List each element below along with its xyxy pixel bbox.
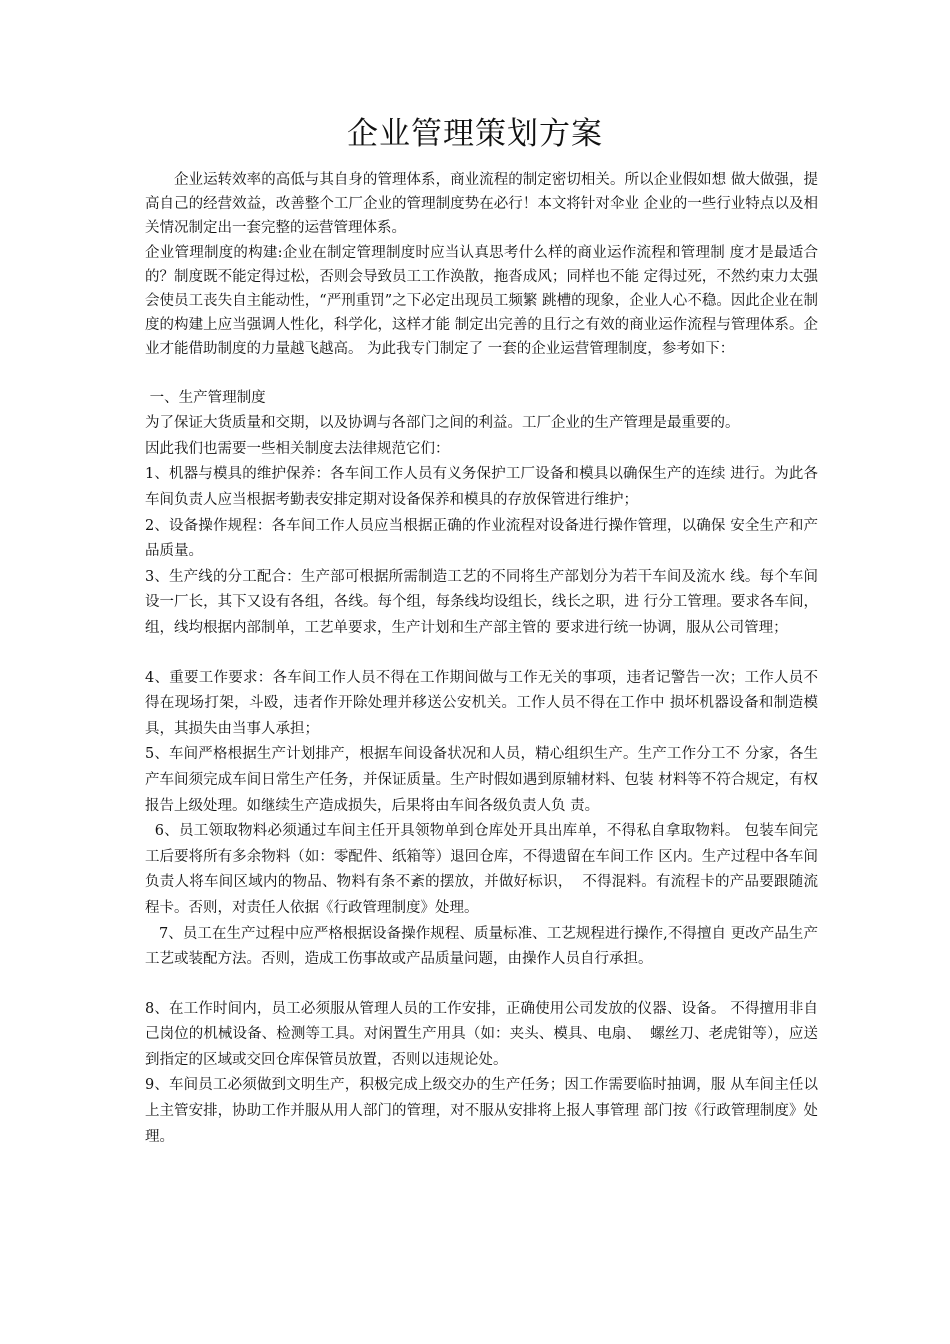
section-production-management xyxy=(145,386,818,1151)
section-paragraph: 为了保证大货质量和交期，以及协调与各部门之间的利益。工厂企业的生产管理是最重要的。 xyxy=(145,415,740,432)
paragraph-gap xyxy=(145,362,818,386)
section-heading: 一、生产管理制度 xyxy=(145,389,266,406)
list-item: 5、车间严格根据生产计划排产，根据车间设备状况和人员，精心组织生产。生产工作分工不 分家，各生产车间须完成车间日常生产任务，并保证质量。生产时假如遇到原辅材料、包装 材料等不符合规定，有权报告上级处理。如继续生产造成损失，后果将由车间各级负责人负 责。 xyxy=(145,746,818,814)
document-title: 企业管理策划方案 xyxy=(347,116,603,152)
list-item: 1、机器与模具的维护保养：各车间工作人员有义务保护工厂设备和模具以确保生产的连续 进行。为此各车间负责人应当根据考勤表安排定期对设备保养和模具的存放保管进行维护； xyxy=(145,466,818,508)
list-item: 7、员工在生产过程中应严格根据设备操作规程、质量标准、工艺规程进行操作,不得擅自 更改产品生产工艺或装配方法。否则，造成工伤事故或产品质量问题，由操作人员自行承担。 xyxy=(145,925,818,968)
list-item: 6、员工领取物料必须通过车间主任开具领物单到仓库处开具出库单，不得私自拿取物料。 包装车间完工后要将所有多余物料（如：零配件、纸箱等）退回仓库，不得遗留在车间工作 区内。生产过程中各车间负责人将车间区域内的物品、物料有条不紊的摆放，并做好标识， 不得混料。有流程卡的产品要跟随流程卡。否则，对责任人依据《行政管理制度》处理。 xyxy=(145,823,818,916)
list-item: 2、设备操作规程：各车间工作人员应当根据正确的作业流程对设备进行操作管理，以确保 安全生产和产品质量。 xyxy=(145,517,818,560)
intro-paragraph: 企业运转效率的高低与其自身的管理体系，商业流程的制定密切相关。所以企业假如想 做大做强，提高自己的经营效益，改善整个工厂企业的管理制度势在必行！本文将针对伞业 企业的一些行业特点以及相关情况制定出一套完整的运营管理体系。 xyxy=(145,172,818,237)
list-item: 4、重要工作要求：各车间工作人员不得在工作期间做与工作无关的事项，违者记警告一次；工作人员不得在现场打架，斗殴，违者作开除处理并移送公安机关。工作人员不得在工作中 损坏机器设备和制造模具，其损失由当事人承担； xyxy=(145,669,818,737)
construction-paragraph: 企业管理制度的构建:企业在制定管理制度时应当认真思考什么样的商业运作流程和管理制 度才是最适合的？制度既不能定得过松，否则会导致员工工作涣散，拖沓成风；同样也不能 定得过死，不然约束力太强会使员工丧失自主能动性，“严刑重罚”之下必定出现员工频繁 跳槽的现象，企业人心不稳。因此企业在制度的构建上应当强调人性化，科学化，这样才能 制定出完善的且行之有效的商业运作流程与管理体系。企业才能借助制度的力量越飞越高。 为此我专门制定了 一套的企业运营管理制度，参考如下： xyxy=(145,244,818,358)
paragraph-gap xyxy=(145,642,818,666)
section-paragraph: 因此我们也需要一些相关制度去法律规范它们： xyxy=(145,440,450,457)
list-item: 8、在工作时间内，员工必须服从管理人员的工作安排，正确使用公司发放的仪器、设备。 不得擅用非自己岗位的机械设备、检测等工具。对闲置生产用具（如：夹头、模具、电扇、 螺丝刀、老虎钳等），应送到指定的区域或交回仓库保管员放置，否则以违规论处。 xyxy=(145,1000,818,1068)
list-item: 3、生产线的分工配合：生产部可根据所需制造工艺的不同将生产部划分为若干车间及流水 线。每个车间设一厂长，其下又设有各组，各线。每个组，每条线均设组长，线长之职，进 行分工管理。要求各车间，组，线均根据内部制单，工艺单要求，生产计划和生产部主管的 要求进行统一协调，服从公司管理； xyxy=(145,568,818,636)
list-item: 9、车间员工必须做到文明生产，积极完成上级交办的生产任务；因工作需要临时抽调，服 从车间主任以上主管安排，协助工作并服从用人部门的管理，对不服从安排将上报人事管理 部门按《行政管理制度》处理。 xyxy=(145,1077,818,1145)
paragraph-gap xyxy=(145,973,818,997)
document-body xyxy=(145,168,818,1150)
